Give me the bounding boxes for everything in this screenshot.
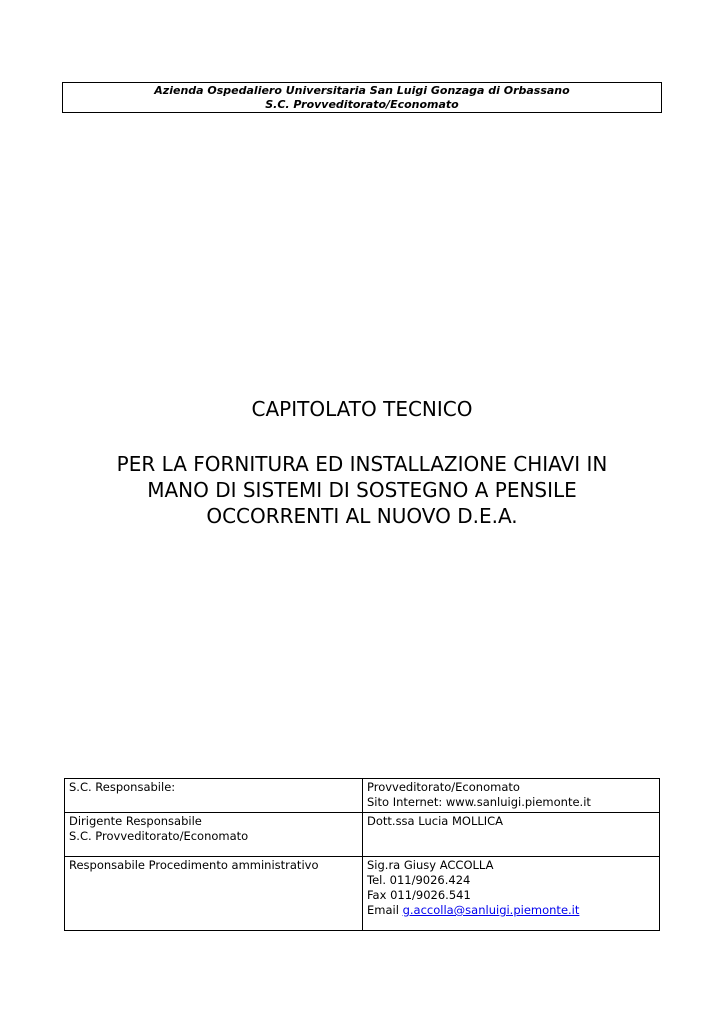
table-row [65, 779, 660, 813]
manager-label-line-1: Dirigente Responsabile [69, 814, 202, 828]
email-prefix: Email [367, 903, 399, 917]
procedure-manager-name: Sig.ra Giusy ACCOLLA [367, 858, 494, 872]
subtitle-line-1: PER LA FORNITURA ED INSTALLAZIONE CHIAVI IN [116, 452, 608, 476]
responsible-unit-value [363, 779, 660, 813]
contact-info-table [64, 778, 660, 931]
email-link[interactable]: g.accolla@sanluigi.piemonte.it [402, 903, 580, 917]
website-text: Sito Internet: www.sanluigi.piemonte.it [367, 795, 591, 809]
procedure-manager-label: Responsabile Procedimento amministrativo [65, 857, 363, 931]
email-line [367, 903, 655, 918]
responsible-unit-label: S.C. Responsabile: [65, 779, 363, 813]
manager-value: Dott.ssa Lucia MOLLICA [363, 813, 660, 857]
subtitle-line-2: MANO DI SISTEMI DI SOSTEGNO A PENSILE [147, 478, 577, 502]
manager-label [65, 813, 363, 857]
document-title: CAPITOLATO TECNICO [251, 397, 473, 421]
telephone-text: Tel. 011/9026.424 [367, 873, 471, 887]
department-name: S.C. Provveditorato/Economato [265, 98, 459, 111]
document-subtitle [0, 451, 724, 529]
organization-header [62, 82, 662, 113]
table-row [65, 857, 660, 931]
procedure-manager-value [363, 857, 660, 931]
manager-label-line-2: S.C. Provveditorato/Economato [69, 829, 249, 843]
table-row [65, 813, 660, 857]
unit-name: Provveditorato/Economato [367, 780, 520, 794]
subtitle-line-3: OCCORRENTI AL NUOVO D.E.A. [206, 504, 518, 528]
organization-name: Azienda Ospedaliero Universitaria San Luigi Gonzaga di Orbassano [154, 84, 570, 97]
fax-text: Fax 011/9026.541 [367, 888, 471, 902]
